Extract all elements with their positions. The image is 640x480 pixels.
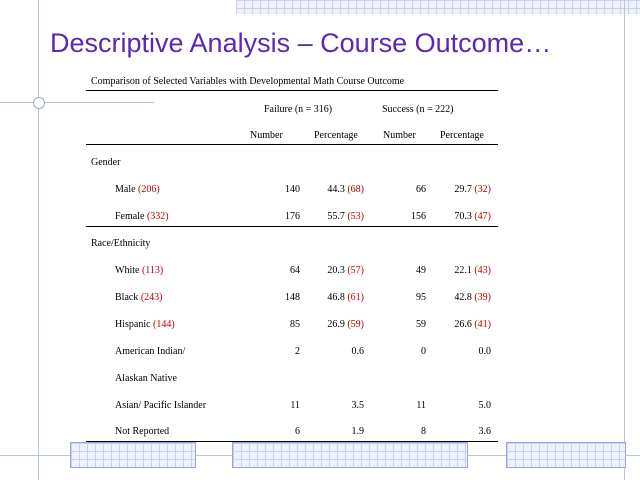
- row-label: Hispanic (144): [115, 319, 175, 330]
- top-grid-decoration: [236, 0, 640, 14]
- success-number: 156: [411, 211, 426, 222]
- failure-number: 176: [285, 211, 300, 222]
- failure-number: 6: [295, 426, 300, 437]
- failure-number-header: Number: [250, 130, 283, 141]
- row-label: White (113): [115, 265, 164, 276]
- section-gender: [86, 156, 498, 170]
- failure-percentage: 20.3 (57): [327, 265, 364, 276]
- failure-number: 85: [290, 319, 300, 330]
- table-row: [86, 291, 498, 305]
- bottom-grid-decoration: [70, 442, 196, 468]
- table-bottom-rule: [86, 441, 498, 442]
- circle-decoration: [33, 97, 45, 109]
- row-label: American Indian/: [115, 346, 186, 357]
- table-caption-row: [86, 75, 498, 89]
- failure-percentage-header: Percentage: [314, 130, 358, 141]
- table-row: [86, 264, 498, 278]
- right-vertical-rule: [624, 0, 625, 480]
- row-label: Male (206): [115, 184, 160, 195]
- failure-percentage: 46.8 (61): [327, 292, 364, 303]
- table-row: [86, 183, 498, 197]
- row-label: Not Reported: [115, 426, 170, 437]
- success-percentage: 42.8 (39): [454, 292, 491, 303]
- failure-percentage: 26.9 (59): [327, 319, 364, 330]
- success-percentage: 3.6: [478, 426, 491, 437]
- success-number: 0: [421, 346, 426, 357]
- success-number: 49: [416, 265, 426, 276]
- failure-percentage: 44.3 (68): [327, 184, 364, 195]
- success-percentage: 26.6 (41): [454, 319, 491, 330]
- table-row: [86, 210, 498, 224]
- failure-group-header: Failure (n = 316): [264, 104, 333, 115]
- table-top-rule: [86, 90, 498, 91]
- table-row: [86, 318, 498, 332]
- row-label: Alaskan Native: [115, 373, 177, 384]
- left-vertical-rule: [38, 0, 39, 480]
- success-percentage-header: Percentage: [440, 130, 484, 141]
- failure-percentage: 55.7 (53): [327, 211, 364, 222]
- table-row: [86, 425, 498, 439]
- header-rule: [86, 144, 498, 145]
- success-number: 95: [416, 292, 426, 303]
- section-label: Gender: [91, 157, 121, 168]
- failure-percentage: 1.9: [351, 426, 364, 437]
- success-number: 11: [416, 400, 426, 411]
- failure-number: 11: [290, 400, 300, 411]
- failure-number: 148: [285, 292, 300, 303]
- bottom-grid-decoration: [506, 442, 626, 468]
- section-race: [86, 237, 498, 251]
- row-label: Black (243): [115, 292, 163, 303]
- success-number: 66: [416, 184, 426, 195]
- success-number: 8: [421, 426, 426, 437]
- bottom-grid-decoration: [232, 442, 468, 468]
- table-row: [86, 399, 498, 413]
- success-number: 59: [416, 319, 426, 330]
- success-percentage: 70.3 (47): [454, 211, 491, 222]
- success-group-header: Success (n = 222): [382, 104, 454, 115]
- failure-percentage: 0.6: [351, 346, 364, 357]
- row-label: Asian/ Pacific Islander: [115, 400, 207, 411]
- success-percentage: 29.7 (32): [454, 184, 491, 195]
- group-header-row: [86, 103, 498, 117]
- section-rule: [86, 226, 498, 227]
- success-percentage: 5.0: [478, 400, 491, 411]
- success-percentage: 22.1 (43): [454, 265, 491, 276]
- section-label: Race/Ethnicity: [91, 238, 151, 249]
- table-caption: Comparison of Selected Variables with Developmental Math Course Outcome: [91, 76, 405, 87]
- table-row: [86, 372, 498, 386]
- row-label: Female (332): [115, 211, 169, 222]
- slide-title: Descriptive Analysis – Course Outcome…: [50, 28, 552, 58]
- column-header-row: [86, 129, 498, 143]
- success-number-header: Number: [383, 130, 416, 141]
- failure-percentage: 3.5: [351, 400, 364, 411]
- failure-number: 2: [295, 346, 300, 357]
- failure-number: 140: [285, 184, 300, 195]
- success-percentage: 0.0: [478, 346, 491, 357]
- failure-number: 64: [290, 265, 300, 276]
- table-row: [86, 345, 498, 359]
